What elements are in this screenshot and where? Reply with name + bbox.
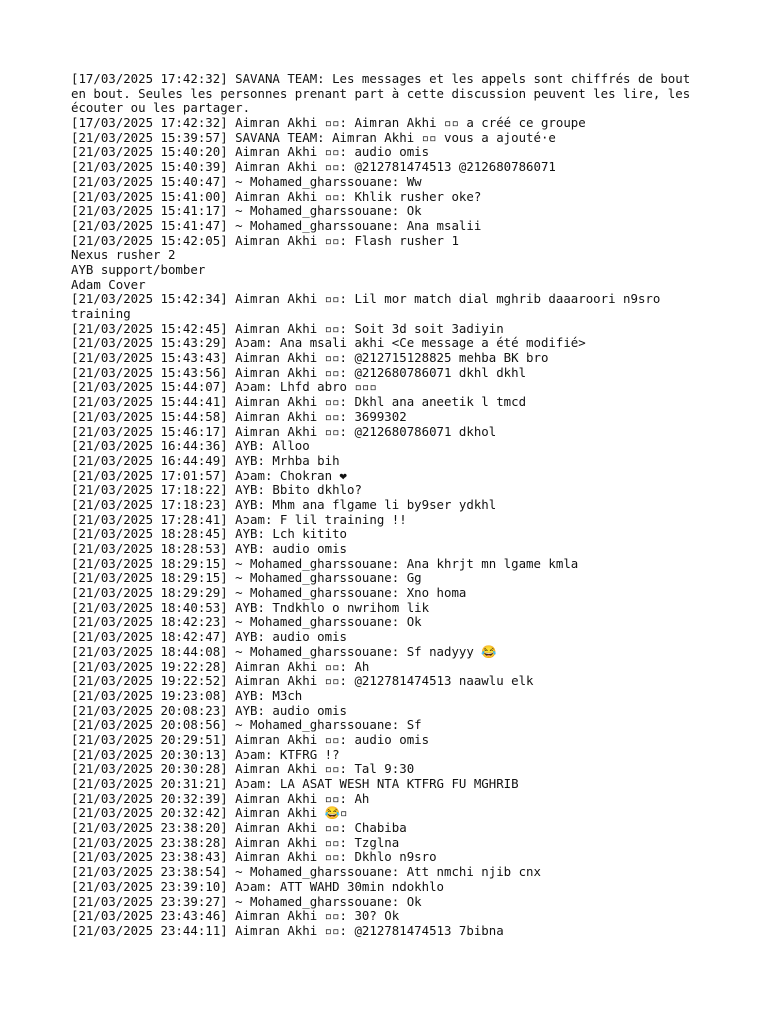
chat-line: [21/03/2025 17:28:41] Aɔam: F lil training !! xyxy=(71,511,407,527)
chat-line: Nexus rusher 2 xyxy=(71,247,176,263)
chat-line: [21/03/2025 18:29:15] ~ Mohamed_gharssouane: Gg xyxy=(71,570,422,586)
chat-line: [21/03/2025 18:29:29] ~ Mohamed_gharssouane: Xno homa xyxy=(71,585,467,601)
chat-line: [21/03/2025 15:41:47] ~ Mohamed_gharssouane: Ana msalii xyxy=(71,217,482,233)
chat-line: [21/03/2025 23:38:20] Aimran Akhi ▫▫: Chabiba xyxy=(71,820,407,836)
chat-line: [21/03/2025 15:39:57] SAVANA TEAM: Aimran Akhi ▫▫ vous a ajouté·e xyxy=(71,129,556,145)
chat-line: [21/03/2025 15:42:45] Aimran Akhi ▫▫: Soit 3d soit 3adiyin xyxy=(71,320,504,336)
chat-line: [21/03/2025 23:38:54] ~ Mohamed_gharssouane: Att nmchi njib cnx xyxy=(71,864,541,880)
chat-line: [21/03/2025 18:42:47] AYB: audio omis xyxy=(71,629,348,645)
chat-line: [21/03/2025 17:18:23] AYB: Mhm ana flgame li by9ser ydkhl xyxy=(71,496,497,512)
chat-line: [21/03/2025 15:43:29] Aɔam: Ana msali akhi <Ce message a été modifié> xyxy=(71,335,586,351)
chat-line: [21/03/2025 20:08:23] AYB: audio omis xyxy=(71,702,348,718)
chat-line: [21/03/2025 15:44:58] Aimran Akhi ▫▫: 3699302 xyxy=(71,408,407,424)
chat-line: [21/03/2025 15:43:56] Aimran Akhi ▫▫: @212680786071 dkhl dkhl xyxy=(71,364,527,380)
chat-line: [17/03/2025 17:42:32] SAVANA TEAM: Les messages et les appels sont chiffrés de bout xyxy=(71,71,691,86)
chat-line: [21/03/2025 15:41:00] Aimran Akhi ▫▫: Khlik rusher oke? xyxy=(71,188,482,204)
chat-line: [21/03/2025 18:28:45] AYB: Lch kitito xyxy=(71,526,348,542)
chat-line: [21/03/2025 23:44:11] Aimran Akhi ▫▫: @212781474513 7bibna xyxy=(71,922,504,938)
chat-line: [21/03/2025 16:44:49] AYB: Mrhba bih xyxy=(71,452,340,468)
chat-line: [21/03/2025 15:40:20] Aimran Akhi ▫▫: audio omis xyxy=(71,144,430,160)
chat-line: [21/03/2025 15:43:43] Aimran Akhi ▫▫: @212715128825 mehba BK bro xyxy=(71,350,549,366)
chat-line: [21/03/2025 15:42:05] Aimran Akhi ▫▫: Flash rusher 1 xyxy=(71,232,459,248)
chat-line: [21/03/2025 15:40:39] Aimran Akhi ▫▫: @212781474513 @212680786071 xyxy=(71,159,556,175)
chat-line: [21/03/2025 15:44:41] Aimran Akhi ▫▫: Dkhl ana aneetik l tmcd xyxy=(71,394,527,410)
chat-line: [17/03/2025 17:42:32] Aimran Akhi ▫▫: Aimran Akhi ▫▫ a créé ce groupe xyxy=(71,115,586,131)
chat-line: [21/03/2025 15:41:17] ~ Mohamed_gharssouane: Ok xyxy=(71,203,422,219)
chat-line: [21/03/2025 15:46:17] Aimran Akhi ▫▫: @212680786071 dkhol xyxy=(71,423,497,439)
chat-line: [21/03/2025 23:38:43] Aimran Akhi ▫▫: Dkhlo n9sro xyxy=(71,849,437,865)
chat-line: [21/03/2025 17:18:22] AYB: Bbito dkhlo? xyxy=(71,482,362,498)
chat-line: [21/03/2025 18:44:08] ~ Mohamed_gharssouane: Sf nadyyy 😂 xyxy=(71,643,497,659)
chat-line: [21/03/2025 20:32:39] Aimran Akhi ▫▫: Ah xyxy=(71,790,370,806)
chat-line: [21/03/2025 19:22:28] Aimran Akhi ▫▫: Ah xyxy=(71,658,370,674)
chat-line: AYB support/bomber xyxy=(71,261,206,277)
chat-line: [21/03/2025 19:23:08] AYB: M3ch xyxy=(71,687,303,703)
chat-line: écouter ou les partager. xyxy=(71,100,251,116)
chat-line: [21/03/2025 18:29:15] ~ Mohamed_gharssouane: Ana khrjt mn lgame kmla xyxy=(71,555,579,571)
chat-line: training xyxy=(71,306,131,321)
chat-line: [21/03/2025 23:39:10] Aɔam: ATT WAHD 30min ndokhlo xyxy=(71,878,444,894)
chat-line: [21/03/2025 20:30:28] Aimran Akhi ▫▫: Tal 9:30 xyxy=(71,761,415,777)
chat-line: [21/03/2025 23:43:46] Aimran Akhi ▫▫: 30? Ok xyxy=(71,908,400,924)
chat-line: Adam Cover xyxy=(71,276,146,292)
chat-line: [21/03/2025 18:28:53] AYB: audio omis xyxy=(71,541,348,556)
chat-line: [21/03/2025 19:22:52] Aimran Akhi ▫▫: @212781474513 naawlu elk xyxy=(71,673,534,689)
chat-line: [21/03/2025 20:31:21] Aɔam: LA ASAT WESH NTA KTFRG FU MGHRIB xyxy=(71,776,519,791)
chat-line: [21/03/2025 15:40:47] ~ Mohamed_gharssouane: Ww xyxy=(71,173,422,189)
chat-line: [21/03/2025 18:40:53] AYB: Tndkhlo o nwrihom lik xyxy=(71,599,430,615)
chat-line: en bout. Seules les personnes prenant part à cette discussion peuvent les lire, les xyxy=(71,85,691,101)
chat-line: [21/03/2025 23:38:28] Aimran Akhi ▫▫: Tzglna xyxy=(71,834,400,850)
chat-line: [21/03/2025 20:30:13] Aɔam: KTFRG !? xyxy=(71,746,340,762)
chat-line: [21/03/2025 15:42:34] Aimran Akhi ▫▫: Lil mor match dial mghrib daaaroori n9sro xyxy=(71,291,661,307)
chat-line: [21/03/2025 17:01:57] Aɔam: Chokran ❤ xyxy=(71,467,348,483)
chat-line: [21/03/2025 20:08:56] ~ Mohamed_gharssouane: Sf xyxy=(71,717,422,733)
chat-line: [21/03/2025 15:44:07] Aɔam: Lhfd abro ▫▫▫ xyxy=(71,379,377,395)
chat-line: [21/03/2025 20:32:42] Aimran Akhi 😂▫ xyxy=(71,805,348,821)
chat-line: [21/03/2025 16:44:36] AYB: Alloo xyxy=(71,438,310,454)
chat-line: [21/03/2025 18:42:23] ~ Mohamed_gharssouane: Ok xyxy=(71,614,422,630)
chat-line: [21/03/2025 23:39:27] ~ Mohamed_gharssouane: Ok xyxy=(71,893,422,909)
chat-transcript xyxy=(71,72,731,939)
chat-line: [21/03/2025 20:29:51] Aimran Akhi ▫▫: audio omis xyxy=(71,731,430,747)
